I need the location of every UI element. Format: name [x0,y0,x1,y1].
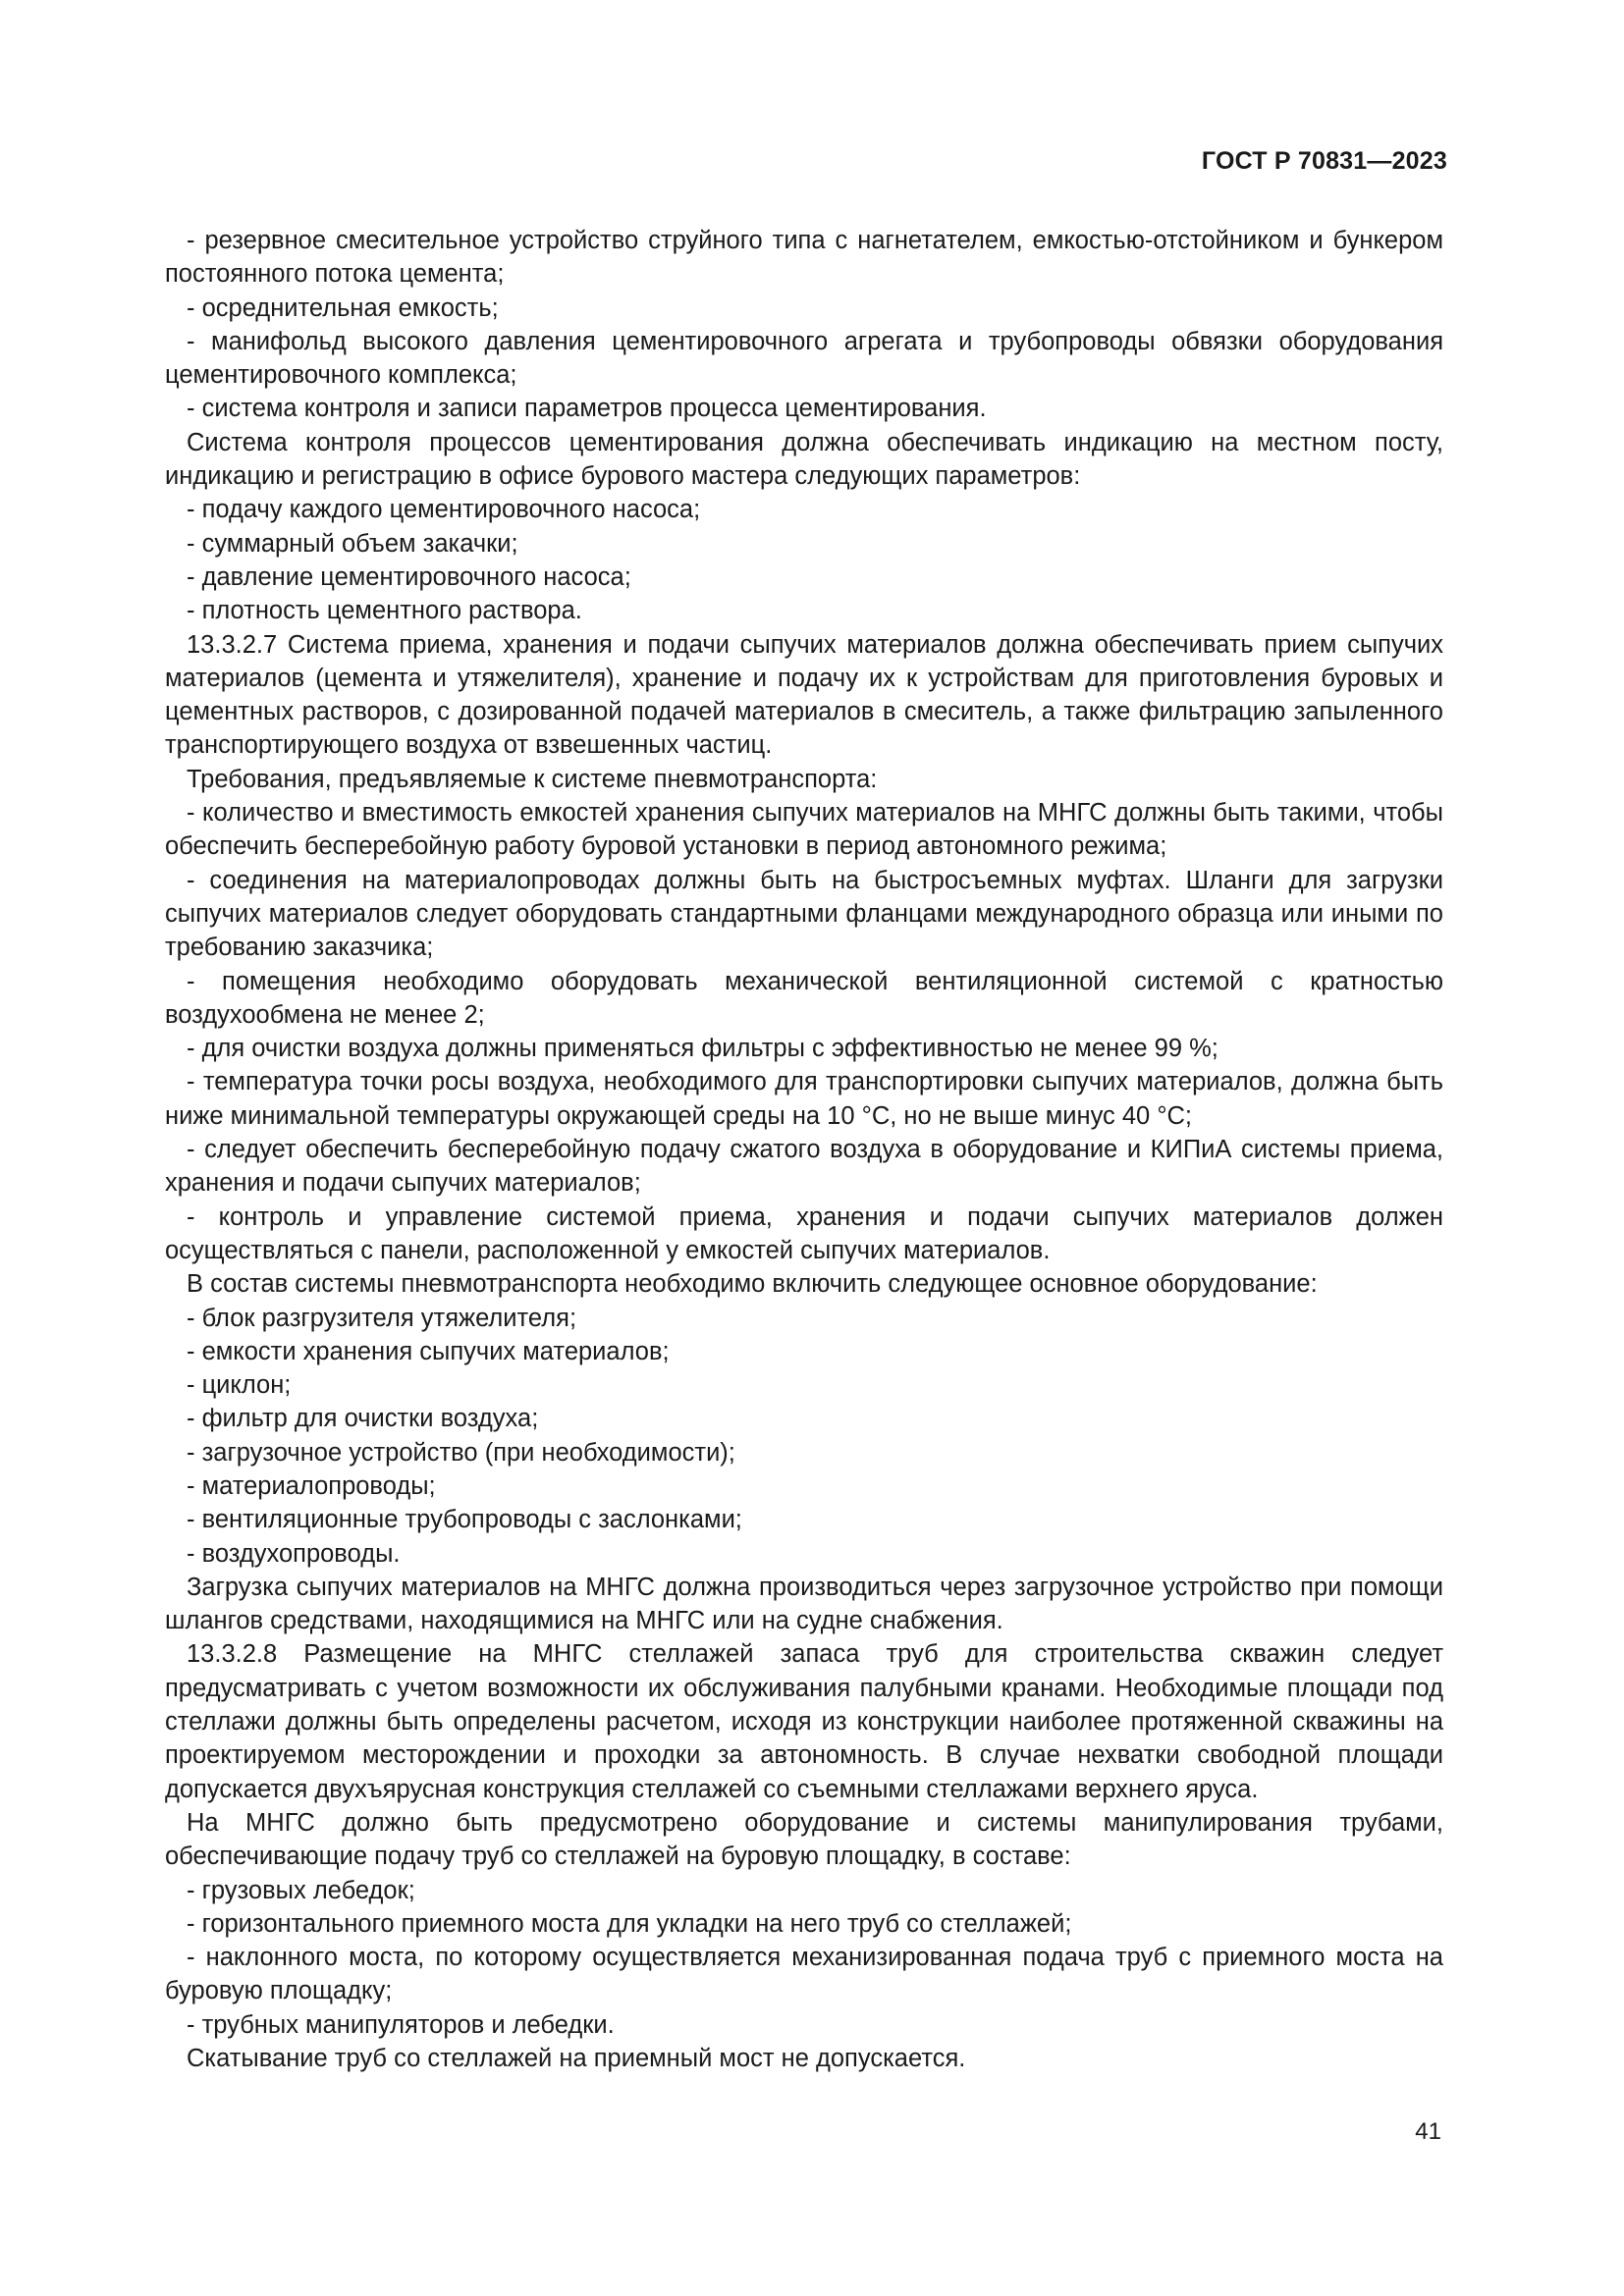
paragraph: - соединения на материалопроводах должны быть на быстросъемных муфтах. Шланги для загрузки сыпучих материалов следует оборудовать стандартными фланцами международного образца или иными по требованию заказчика; [165,866,1443,962]
paragraph: В состав системы пневмотранспорта необходимо включить следующее основное оборудование: [187,1270,1318,1299]
paragraph: - контроль и управление системой приема, хранения и подачи сыпучих материалов должен осуществляться с панели, расположенной у емкостей сыпучих материалов. [165,1202,1443,1264]
paragraph: - температура точки росы воздуха, необходимого для транспортировки сыпучих материалов, должна быть ниже минимальной температуры окружающей среды на 10 °С, но не выше минус 40 °С; [165,1068,1443,1130]
paragraph: - осреднительная емкость; [187,294,499,322]
paragraph: - плотность цементного раствора. [187,597,582,625]
paragraph: - система контроля и записи параметров процесса цементирования. [187,395,987,423]
page-number: 41 [1415,2118,1441,2145]
paragraph: - следует обеспечить бесперебойную подачу сжатого воздуха в оборудование и КИПиА системы приема, хранения и подачи сыпучих материалов; [165,1136,1443,1198]
paragraph: - материалопроводы; [187,1471,436,1500]
paragraph: - суммарный объем закачки; [187,529,518,558]
paragraph: - резервное смесительное устройство струйного типа с нагнетателем, емкостью-отстойником и бункером постоянного потока цемента; [165,227,1443,289]
paragraph: - емкости хранения сыпучих материалов; [187,1337,670,1365]
paragraph: Скатывание труб со стеллажей на приемный мост не допускается. [187,2045,966,2073]
paragraph: 13.3.2.8 Размещение на МНГС стеллажей запаса труб для строительства скважин следует предусматривать с учетом возможности их обслуживания палубными кранами. Необходимые площади под стеллажи должны быть определены расчетом, исходя из конструкции наиболее протяженной скважины на проектируемом месторождении и проходки за автономность. В случае нехватки свободной площади допускается двухъярусная конструкция стеллажей со съемными стеллажами верхнего яруса. [165,1640,1443,1803]
paragraph: - циклон; [187,1371,292,1400]
paragraph: - трубных манипуляторов и лебедки. [187,2010,615,2039]
paragraph: - вентиляционные трубопроводы с заслонками; [187,1506,742,1534]
paragraph: - давление цементировочного насоса; [187,562,631,591]
paragraph: 13.3.2.7 Система приема, хранения и подачи сыпучих материалов должна обеспечивать прием сыпучих материалов (цемента и утяжелителя), хранение и подачу их к устройствам для приготовления буровых и цементных растворов, с дозированной подачей материалов в смеситель, а также фильтрацию запыленного транспортирующего воздуха от взвешенных частиц. [165,630,1443,760]
paragraph: - манифольд высокого давления цементировочного агрегата и трубопроводы обвязки оборудования цементировочного комплекса; [165,327,1443,390]
paragraph: - блок разгрузителя утяжелителя; [187,1304,577,1332]
paragraph: - для очистки воздуха должны применяться фильтры с эффективностью не менее 99 %; [187,1035,1218,1063]
paragraph: - загрузочное устройство (при необходимости); [187,1438,735,1467]
paragraph: - грузовых лебедок; [187,1876,415,1904]
page-body [165,224,1443,2075]
paragraph: - помещения необходимо оборудовать механической вентиляционной системой с кратностью воздухообмена не менее 2; [165,967,1443,1029]
paragraph: На МНГС должно быть предусмотрено оборудование и системы манипулирования трубами, обеспечивающие подачу труб со стеллажей на буровую площадку, в составе: [165,1808,1443,1871]
paragraph: Система контроля процессов цементирования должна обеспечивать индикацию на местном посту, индикацию и регистрацию в офисе бурового мастера следующих параметров: [165,428,1443,491]
paragraph: - воздухопроводы. [187,1539,401,1568]
paragraph: - количество и вместимость емкостей хранения сыпучих материалов на МНГС должны быть такими, чтобы обеспечить бесперебойную работу буровой установки в период автономного режима; [165,799,1443,861]
paragraph: - горизонтального приемного моста для укладки на него труб со стеллажей; [187,1909,1072,1938]
paragraph: - фильтр для очистки воздуха; [187,1405,539,1433]
paragraph: - подачу каждого цементировочного насоса; [187,496,701,524]
paragraph: Требования, предъявляемые к системе пневмотранспорта: [187,765,878,793]
paragraph: - наклонного моста, по которому осуществляется механизированная подача труб с приемного моста на буровую площадку; [165,1944,1443,2005]
document-id-header: ГОСТ Р 70831—2023 [1201,147,1447,175]
paragraph: Загрузка сыпучих материалов на МНГС должна производиться через загрузочное устройство при помощи шлангов средствами, находящимися на МНГС или на судне снабжения. [165,1573,1443,1635]
